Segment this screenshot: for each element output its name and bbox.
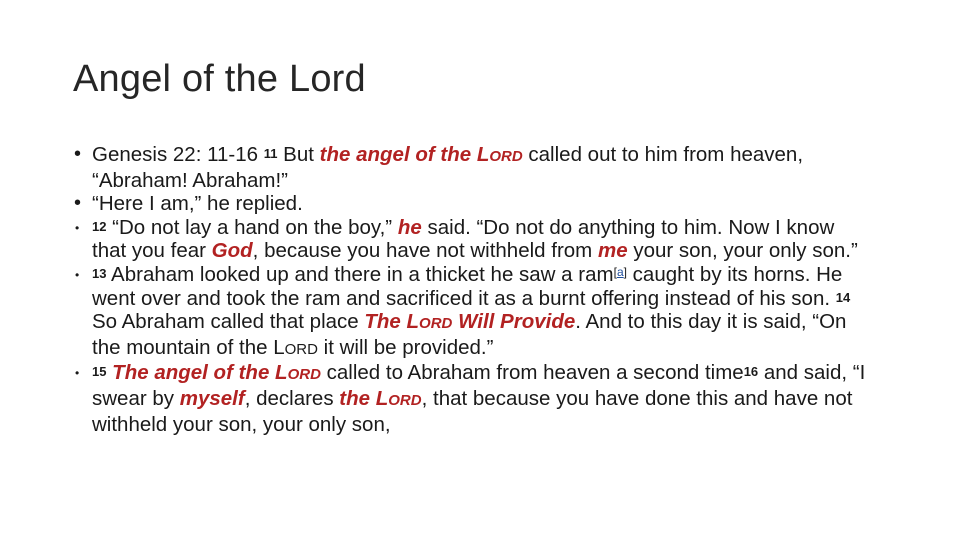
scripture-reference: Genesis 22: 11-16 xyxy=(92,143,259,166)
text-span: Abraham looked up and there in a thicket he saw a ram xyxy=(111,262,614,286)
highlight-span: God xyxy=(211,239,253,263)
slide-body xyxy=(74,143,874,436)
text-span: So Abraham called that place xyxy=(92,310,359,334)
text-span: “Do not lay a hand on the boy,” xyxy=(112,215,393,239)
text-span: and said, “I swear by xyxy=(92,361,866,410)
bullet-item-2 xyxy=(74,192,874,216)
highlight-span: The LORD Will Provide xyxy=(364,310,576,334)
highlight-span: the LORD xyxy=(339,386,422,410)
bullet-item-4 xyxy=(74,263,874,361)
text-span: your son, your only son.” xyxy=(633,239,858,263)
highlight-span: The angel of the LORD xyxy=(112,361,321,385)
verse-number: 13 xyxy=(92,265,107,281)
verse-number: 12 xyxy=(92,218,107,234)
highlight-span: he xyxy=(397,215,422,239)
slide-title: Angel of the Lord xyxy=(73,58,366,100)
bullet-item-3 xyxy=(74,216,874,263)
text-span: But xyxy=(283,143,314,166)
bullet-item-1 xyxy=(74,143,874,192)
text-span: called to Abraham from heaven a second time xyxy=(326,361,744,385)
verse-number: 15 xyxy=(92,364,107,380)
bullet-item-5 xyxy=(74,361,874,436)
text-span: , because you have not withheld from xyxy=(252,239,593,263)
text-span: called out to him from heaven, “Abraham! Abraham!” xyxy=(92,143,804,192)
highlight-span: the angel of the LORD xyxy=(319,143,523,166)
verse-number: 14 xyxy=(835,289,851,305)
text-span: “Here I am,” he replied. xyxy=(92,192,303,216)
text-span: . And to this day it is said, “On the mountain of the LORD xyxy=(92,310,847,359)
verse-number: 11 xyxy=(263,146,278,161)
text-span: , declares xyxy=(244,386,334,410)
footnote-marker: [a] xyxy=(613,264,627,279)
text-span: said. “Do not do anything to him. Now I know that you fear xyxy=(92,215,835,263)
verse-number: 16 xyxy=(743,364,759,380)
text-span: , that because you have done this and have not withheld your son, your only son, xyxy=(92,386,853,436)
text-span: caught by its horns. He went over and took the ram and sacrificed it as a burnt offering instead of his son. xyxy=(92,262,843,310)
text-span: it will be provided.” xyxy=(323,335,494,359)
highlight-span: myself xyxy=(179,386,245,410)
highlight-span: me xyxy=(597,239,628,263)
footnote-link[interactable]: a xyxy=(616,264,624,279)
